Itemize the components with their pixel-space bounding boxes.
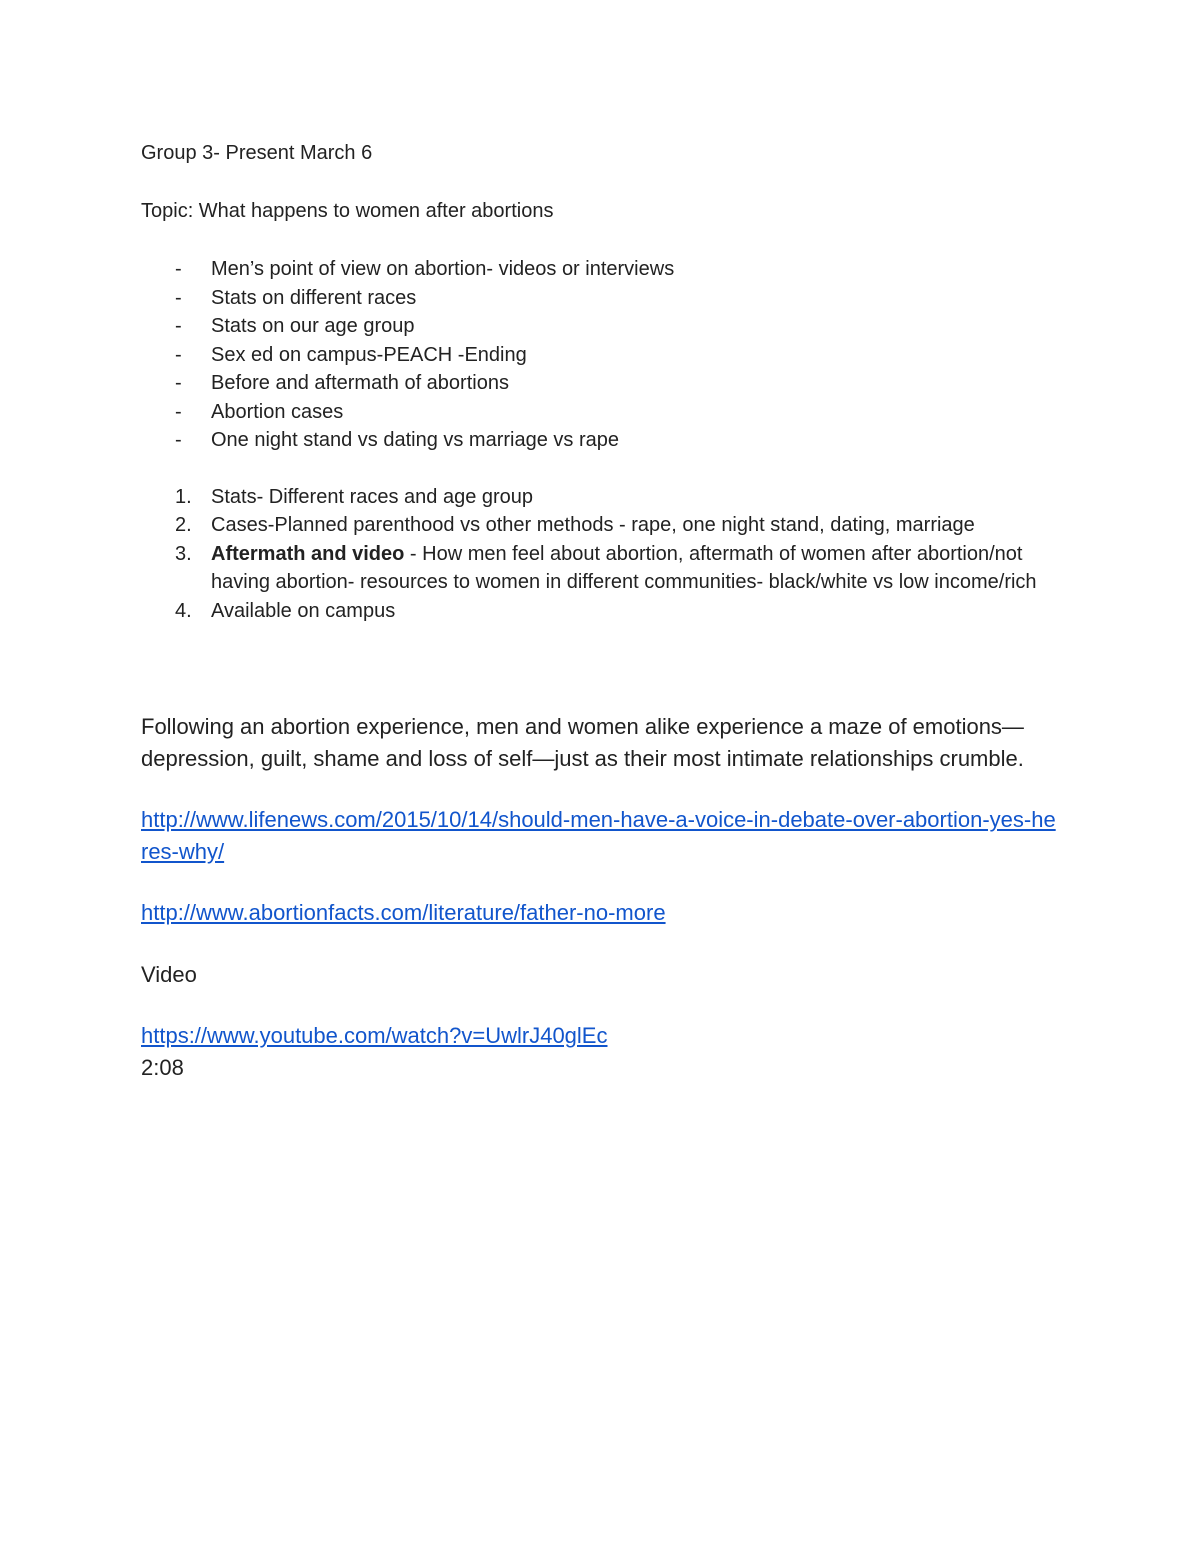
list-item-text: Stats on our age group: [211, 315, 415, 337]
bullet-marker: -: [175, 343, 182, 366]
spacer: [141, 990, 1061, 1020]
numbered-item: [141, 540, 1061, 597]
list-item-text: Abortion cases: [211, 400, 344, 423]
spacer: [141, 167, 1061, 197]
bullet-marker: -: [175, 429, 182, 451]
abortionfacts-link[interactable]: http://www.abortionfacts.com/literature/father-no-more: [141, 900, 666, 925]
spacer: [141, 774, 1061, 804]
spacer: [141, 929, 1061, 959]
item-text: - How men feel about abortion, aftermath of women after abortion/not having abortion- resources to women in different communities- black/white vs low income/rich: [211, 542, 1037, 593]
bullet-marker: -: [175, 286, 182, 309]
link-paragraph: [141, 804, 1061, 867]
numbered-item: [141, 483, 1061, 512]
list-item: [141, 312, 1061, 341]
spacer: [141, 625, 1061, 711]
video-label: Video: [141, 961, 197, 987]
video-duration: 2:08: [141, 1054, 184, 1080]
list-item: [141, 426, 1061, 455]
list-item: [141, 284, 1061, 313]
list-item-text: Stats on different races: [211, 286, 417, 309]
list-item-text: Men’s point of view on abortion- videos or interviews: [211, 258, 675, 280]
item-bold-text: Aftermath and video: [211, 542, 405, 565]
spacer: [141, 455, 1061, 483]
item-number: 1.: [175, 485, 192, 508]
doc-topic: Topic: What happens to women after abortions: [141, 200, 554, 222]
spacer: [141, 225, 1061, 255]
list-item: [141, 398, 1061, 427]
list-item-text: One night stand vs dating vs marriage vs rape: [211, 429, 619, 451]
link-paragraph: [141, 1020, 1061, 1052]
bullet-marker: -: [175, 315, 182, 337]
list-item: [141, 369, 1061, 398]
spacer: [141, 867, 1061, 897]
item-text: Stats- Different races and age group: [211, 485, 534, 508]
numbered-list: [141, 483, 1061, 626]
item-text: Available on campus: [211, 599, 396, 622]
item-number: 3.: [175, 542, 192, 565]
bullet-marker: -: [175, 258, 182, 280]
link-paragraph: [141, 897, 1061, 929]
numbered-item: [141, 511, 1061, 540]
bullet-list: [141, 255, 1061, 455]
lifenews-link[interactable]: http://www.lifenews.com/2015/10/14/should-men-have-a-voice-in-debate-over-abortion-yes-heres-why/: [141, 807, 1056, 864]
list-item: [141, 255, 1061, 284]
item-text: Cases-Planned parenthood vs other methods - rape, one night stand, dating, marriage: [211, 514, 975, 536]
numbered-item: [141, 597, 1061, 626]
youtube-link[interactable]: https://www.youtube.com/watch?v=UwlrJ40glEc: [141, 1023, 608, 1048]
body-paragraph: Following an abortion experience, men and women alike experience a maze of emotions—depression, guilt, shame and loss of self—just as their most intimate relationships crumble.: [141, 714, 1024, 771]
doc-heading: Group 3- Present March 6: [141, 142, 373, 164]
document-page: [141, 139, 1061, 1083]
list-item-text: Sex ed on campus-PEACH -Ending: [211, 343, 527, 366]
bullet-marker: -: [175, 400, 182, 423]
item-number: 4.: [175, 599, 192, 622]
item-number: 2.: [175, 514, 192, 536]
list-item: [141, 341, 1061, 370]
bullet-marker: -: [175, 372, 182, 394]
list-item-text: Before and aftermath of abortions: [211, 372, 509, 394]
